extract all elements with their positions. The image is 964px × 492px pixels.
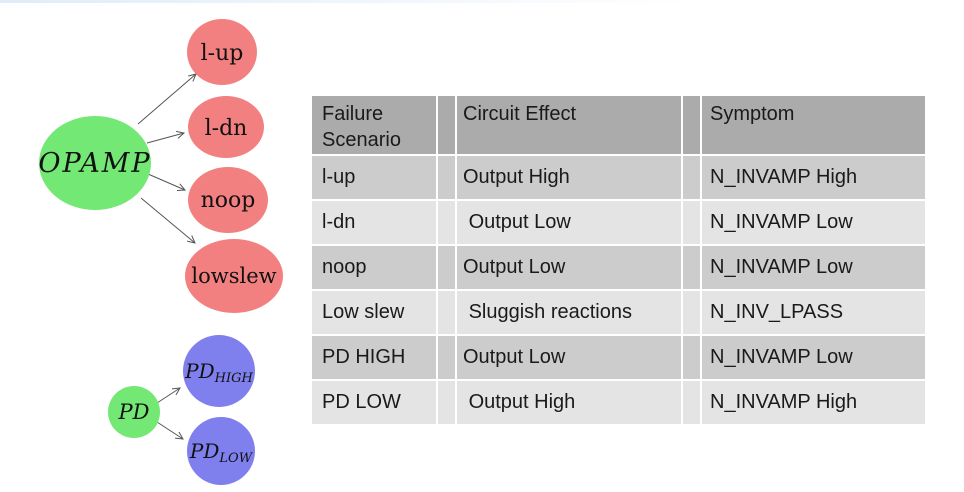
lup-node-label: l-up xyxy=(200,41,244,66)
row-noop-spacer-2 xyxy=(683,246,700,289)
row-pdlow-symptom: N_INVAMP High xyxy=(702,381,925,424)
pdhigh-base: PD xyxy=(185,359,215,383)
pdlow-base: PD xyxy=(189,439,220,463)
arrow-pd-to-pdhigh xyxy=(157,388,180,403)
row-lup-spacer-1 xyxy=(438,156,455,199)
row-lowslew-spacer-2 xyxy=(683,291,700,334)
ldn-node-label: l-dn xyxy=(204,116,248,141)
row-noop-effect: Output Low xyxy=(457,246,681,289)
arrow-opamp-to-lup xyxy=(138,74,196,124)
row-lowslew-spacer-1 xyxy=(438,291,455,334)
row-ldn-spacer-1 xyxy=(438,201,455,244)
row-lowslew-effect: Sluggish reactions xyxy=(457,291,681,334)
row-lup-spacer-2 xyxy=(683,156,700,199)
col-header-circuit-effect: Circuit Effect xyxy=(457,96,681,154)
failure-scenario-table xyxy=(312,96,925,424)
pdlow-subscript: LOW xyxy=(219,451,253,466)
row-pdlow-effect: Output High xyxy=(457,381,681,424)
row-ldn-symptom: N_INVAMP Low xyxy=(702,201,925,244)
row-pdhigh-effect: Output Low xyxy=(457,336,681,379)
row-ldn-effect: Output Low xyxy=(457,201,681,244)
row-pdhigh-symptom: N_INVAMP Low xyxy=(702,336,925,379)
arrow-opamp-to-ldn xyxy=(147,133,184,143)
noop-node-label: noop xyxy=(200,188,256,213)
arrow-pd-to-pdlow xyxy=(157,422,183,439)
opamp-node-label: OPAMP xyxy=(38,148,152,179)
row-noop-spacer-1 xyxy=(438,246,455,289)
row-noop-scenario: noop xyxy=(312,246,436,289)
header-spacer-2 xyxy=(683,96,700,154)
row-lowslew-symptom: N_INV_LPASS xyxy=(702,291,925,334)
header-spacer-1 xyxy=(438,96,455,154)
row-pdhigh-spacer-1 xyxy=(438,336,455,379)
row-ldn-scenario: l-dn xyxy=(312,201,436,244)
lowslew-node-label: lowslew xyxy=(191,264,277,288)
row-pdhigh-spacer-2 xyxy=(683,336,700,379)
col-header-failure-scenario: Failure Scenario xyxy=(312,96,436,154)
row-lup-effect: Output High xyxy=(457,156,681,199)
row-pdhigh-scenario: PD HIGH xyxy=(312,336,436,379)
row-noop-symptom: N_INVAMP Low xyxy=(702,246,925,289)
row-lup-scenario: l-up xyxy=(312,156,436,199)
pdhigh-subscript: HIGH xyxy=(214,371,253,386)
row-ldn-spacer-2 xyxy=(683,201,700,244)
col-header-symptom: Symptom xyxy=(702,96,925,154)
row-lup-symptom: N_INVAMP High xyxy=(702,156,925,199)
arrow-opamp-to-lowslew xyxy=(141,198,195,243)
arrow-opamp-to-noop xyxy=(148,174,185,190)
pd-node-label: PD xyxy=(118,400,150,424)
row-pdlow-scenario: PD LOW xyxy=(312,381,436,424)
row-lowslew-scenario: Low slew xyxy=(312,291,436,334)
fault-tree-diagram xyxy=(0,0,320,492)
row-pdlow-spacer-1 xyxy=(438,381,455,424)
row-pdlow-spacer-2 xyxy=(683,381,700,424)
